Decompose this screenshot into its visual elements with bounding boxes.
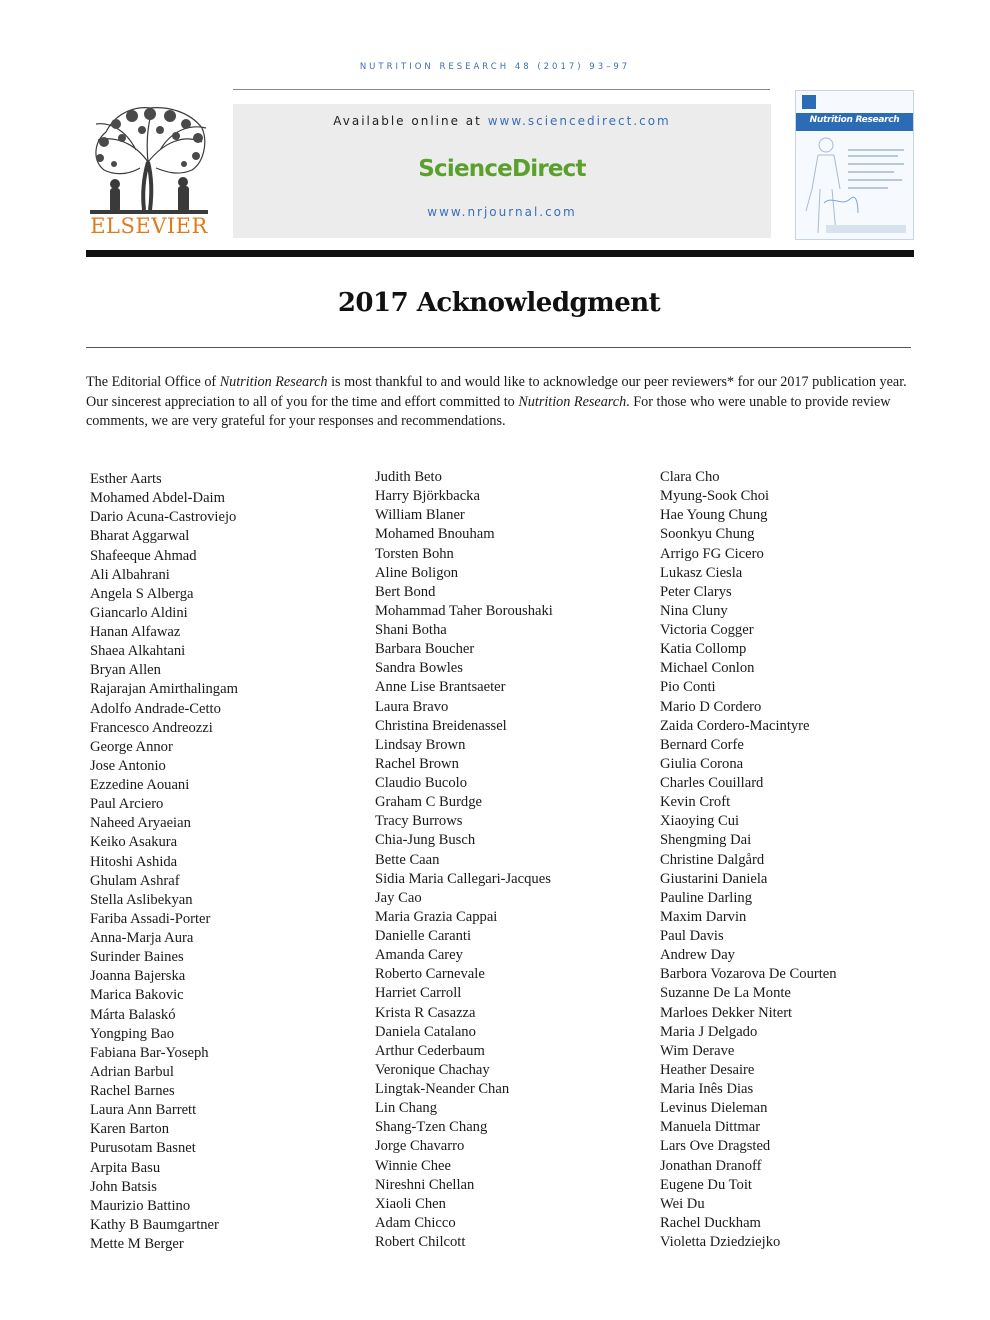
reviewer-name: Barbora Vozarova De Courten: [660, 966, 837, 983]
reviewer-name: Eugene Du Toit: [660, 1176, 752, 1193]
header-heavy-rule: [86, 250, 914, 257]
reviewer-name: Hae Young Chung: [660, 507, 768, 524]
reviewer-name: Sandra Bowles: [375, 660, 463, 677]
reviewer-name: Laura Bravo: [375, 698, 449, 715]
reviewer-name: Marloes Dekker Nitert: [660, 1004, 793, 1021]
reviewer-name: Shang-Tzen Chang: [375, 1119, 488, 1136]
reviewer-name: Pio Conti: [660, 679, 716, 696]
title-rule: [86, 347, 911, 348]
reviewer-name: Krista R Casazza: [375, 1004, 476, 1021]
reviewer-name: Giancarlo Aldini: [90, 604, 188, 621]
cover-text-line: [848, 149, 904, 151]
reviewer-name: Shani Botha: [375, 622, 447, 638]
reviewer-column-3: [660, 468, 837, 1252]
cover-publisher-icon: [802, 95, 816, 109]
intro-text-1: The Editorial Office of: [86, 374, 220, 390]
cover-text-line: [848, 155, 898, 157]
reviewer-name: Lingtak-Neander Chan: [375, 1081, 510, 1097]
reviewer-name: Manuela Dittmar: [660, 1119, 761, 1136]
reviewer-name: Jose Antonio: [90, 757, 166, 774]
reviewer-name: Xiaoli Chen: [375, 1195, 446, 1212]
reviewer-name: Barbara Boucher: [375, 641, 475, 658]
reviewer-name: Roberto Carnevale: [375, 966, 485, 983]
reviewer-name: Heather Desaire: [660, 1061, 755, 1078]
reviewer-name: Jorge Chavarro: [375, 1138, 465, 1155]
reviewer-name: Claudio Bucolo: [375, 775, 468, 791]
reviewer-column-1: [90, 470, 238, 1254]
reviewer-name: Lin Chang: [375, 1100, 438, 1117]
reviewer-name: Adam Chicco: [375, 1214, 456, 1231]
running-head: NUTRITION RESEARCH 48 (2017) 93–97: [359, 62, 631, 72]
available-online-label: Available online at: [333, 114, 482, 128]
intro-text-2: is most thankful to and would like to acknowledge our peer reviewers* for our 2017 publication year. Our sincerest appreciation to all of you for the time and effort committed to: [86, 374, 907, 410]
reviewer-name: Mario D Cordero: [660, 698, 762, 715]
reviewer-name: Nireshni Chellan: [375, 1176, 475, 1193]
reviewer-name: Torsten Bohn: [375, 545, 454, 562]
journal-link[interactable]: www.nrjournal.com: [427, 205, 577, 219]
reviewer-name: Maria Inês Dias: [660, 1081, 754, 1097]
reviewer-name: Christine Dalgård: [660, 851, 765, 868]
reviewer-name: Zaida Cordero-Macintyre: [660, 717, 810, 734]
reviewer-name: Pauline Darling: [660, 889, 753, 906]
reviewer-name: Paul Arciero: [90, 796, 164, 813]
reviewer-name: Mette M Berger: [90, 1236, 184, 1252]
reviewer-name: Harry Björkbacka: [375, 488, 480, 505]
reviewer-name: Wei Du: [660, 1195, 705, 1212]
reviewer-name: John Batsis: [90, 1178, 157, 1195]
reviewer-name: Jonathan Dranoff: [660, 1157, 762, 1174]
reviewer-name: Esther Aarts: [90, 471, 162, 487]
reviewer-name: Bharat Aggarwal: [90, 528, 190, 545]
reviewer-name: Christina Breidenassel: [375, 717, 507, 734]
reviewer-name: Shafeeque Ahmad: [90, 547, 197, 564]
reviewer-name: Bette Caan: [375, 851, 440, 868]
reviewer-name: Rajarajan Amirthalingam: [90, 681, 238, 698]
reviewer-name: Bryan Allen: [90, 662, 161, 679]
reviewer-name: Lars Ove Dragsted: [660, 1138, 771, 1155]
reviewer-name: Giustarini Daniela: [660, 870, 768, 887]
reviewer-name: Joanna Bajerska: [90, 968, 186, 985]
reviewer-name: Shengming Dai: [660, 832, 752, 849]
reviewer-name: Maurizio Battino: [90, 1197, 191, 1214]
cover-text-line: [848, 163, 904, 165]
reviewer-name: Keiko Asakura: [90, 834, 178, 851]
reviewer-name: Purusotam Basnet: [90, 1140, 196, 1157]
reviewer-name: Judith Beto: [375, 469, 442, 485]
intro-paragraph: [86, 373, 912, 432]
reviewer-name: Adolfo Andrade-Cetto: [90, 700, 221, 717]
reviewer-name: Sidia Maria Callegari-Jacques: [375, 870, 551, 887]
header-rule: [233, 89, 770, 90]
reviewer-name: Hitoshi Ashida: [90, 853, 178, 870]
reviewer-name: Kevin Croft: [660, 794, 731, 811]
reviewer-name: Hanan Alfawaz: [90, 624, 181, 640]
reviewer-name: Jay Cao: [375, 889, 422, 906]
elsevier-wordmark: ELSEVIER: [90, 214, 208, 238]
reviewer-name: Nina Cluny: [660, 602, 728, 619]
intro-journal-name: Nutrition Research: [219, 374, 328, 390]
reviewer-name: Ali Albahrani: [90, 566, 170, 583]
reviewer-name: Veronique Chachay: [375, 1061, 490, 1078]
intro-text-3: . For those who were unable to provide review comments, we are very grateful for your responses and recommendations.: [86, 393, 891, 429]
reviewer-name: Aline Boligon: [375, 564, 459, 581]
reviewer-name: Maria J Delgado: [660, 1023, 758, 1040]
reviewer-name: Bernard Corfe: [660, 736, 744, 753]
reviewer-name: Lindsay Brown: [375, 736, 466, 753]
reviewer-name: Winnie Chee: [375, 1157, 452, 1174]
reviewer-name: Xiaoying Cui: [660, 813, 740, 830]
sciencedirect-brand: ScienceDirect: [418, 156, 586, 182]
reviewer-name: Rachel Brown: [375, 755, 459, 772]
reviewer-name: Yongping Bao: [90, 1025, 175, 1042]
reviewer-name: Stella Aslibekyan: [90, 891, 193, 908]
reviewer-name: Peter Clarys: [660, 583, 732, 600]
sciencedirect-link[interactable]: www.sciencedirect.com: [487, 114, 671, 128]
reviewer-name: Charles Couillard: [660, 775, 764, 791]
reviewer-name: Katia Collomp: [660, 641, 747, 658]
reviewer-name: Arpita Basu: [90, 1159, 161, 1176]
cover-text-line: [848, 187, 888, 189]
reviewer-name: Bert Bond: [375, 583, 436, 600]
reviewer-name: Mohamed Abdel-Daim: [90, 490, 225, 507]
journal-cover-thumbnail: [795, 90, 914, 240]
reviewer-name: Clara Cho: [660, 469, 720, 485]
reviewer-name: Maxim Darvin: [660, 908, 747, 925]
reviewer-name: Ghulam Ashraf: [90, 872, 180, 889]
reviewer-name: Violetta Dziedziejko: [660, 1234, 781, 1250]
sciencedirect-banner: [233, 104, 771, 238]
reviewer-name: Anne Lise Brantsaeter: [375, 679, 506, 696]
reviewer-name: Marica Bakovic: [90, 987, 184, 1004]
cover-text-line: [848, 179, 902, 181]
reviewer-name: Mohammad Taher Boroushaki: [375, 602, 553, 619]
reviewer-name: Daniela Catalano: [375, 1023, 476, 1040]
reviewer-name: Levinus Dieleman: [660, 1100, 768, 1117]
article-title: 2017 Acknowledgment: [337, 288, 661, 318]
cover-title: Nutrition Research: [809, 115, 900, 125]
reviewer-name: Laura Ann Barrett: [90, 1102, 197, 1119]
reviewer-name: Surinder Baines: [90, 949, 184, 966]
reviewer-name: Myung-Sook Choi: [660, 488, 770, 505]
reviewer-name: Robert Chilcott: [375, 1234, 466, 1250]
reviewer-name: Arthur Cederbaum: [375, 1042, 485, 1059]
reviewer-name: Amanda Carey: [375, 947, 463, 964]
reviewer-name: Dario Acuna-Castroviejo: [90, 509, 237, 526]
reviewer-name: Soonkyu Chung: [660, 526, 755, 543]
reviewer-name: Márta Balaskó: [90, 1006, 176, 1023]
reviewer-name: Kathy B Baumgartner: [90, 1216, 219, 1233]
available-online-line: [233, 114, 771, 128]
reviewer-name: Lukasz Ciesla: [660, 564, 743, 581]
reviewer-name: Paul Davis: [660, 928, 724, 944]
reviewer-name: Chia-Jung Busch: [375, 832, 476, 849]
intro-journal-name: Nutrition Research: [518, 393, 627, 410]
reviewer-name: Anna-Marja Aura: [90, 930, 194, 946]
reviewer-name: Tracy Burrows: [375, 813, 463, 830]
reviewer-name: Fariba Assadi-Porter: [90, 910, 211, 927]
reviewer-name: Fabiana Bar-Yoseph: [90, 1044, 209, 1061]
reviewer-name: William Blaner: [375, 507, 465, 524]
cover-text-line: [848, 171, 894, 173]
reviewer-name: Victoria Cogger: [660, 622, 754, 638]
reviewer-name: Arrigo FG Cicero: [660, 545, 764, 562]
reviewer-name: Andrew Day: [660, 947, 735, 964]
reviewer-name: Ezzedine Aouani: [90, 777, 190, 793]
reviewer-name: Danielle Caranti: [375, 928, 472, 944]
reviewer-name: Maria Grazia Cappai: [375, 908, 498, 925]
reviewer-name: Angela S Alberga: [90, 585, 194, 602]
reviewer-name: Harriet Carroll: [375, 985, 462, 1002]
reviewer-name: Wim Derave: [660, 1042, 735, 1059]
reviewer-name: Michael Conlon: [660, 660, 755, 677]
reviewer-name: Naheed Aryaeian: [90, 815, 191, 832]
reviewer-name: Adrian Barbul: [90, 1063, 174, 1080]
reviewer-name: Shaea Alkahtani: [90, 643, 186, 660]
reviewer-name: Rachel Barnes: [90, 1083, 175, 1099]
cover-footer-band: [826, 225, 906, 233]
reviewer-name: George Annor: [90, 738, 173, 755]
reviewer-name: Giulia Corona: [660, 755, 744, 772]
reviewer-name: Suzanne De La Monte: [660, 985, 791, 1002]
reviewer-name: Graham C Burdge: [375, 794, 482, 811]
reviewer-column-2: [375, 468, 553, 1252]
reviewer-name: Rachel Duckham: [660, 1214, 761, 1231]
reviewer-name: Mohamed Bnouham: [375, 526, 495, 543]
reviewer-name: Karen Barton: [90, 1121, 170, 1138]
reviewer-name: Francesco Andreozzi: [90, 719, 213, 736]
